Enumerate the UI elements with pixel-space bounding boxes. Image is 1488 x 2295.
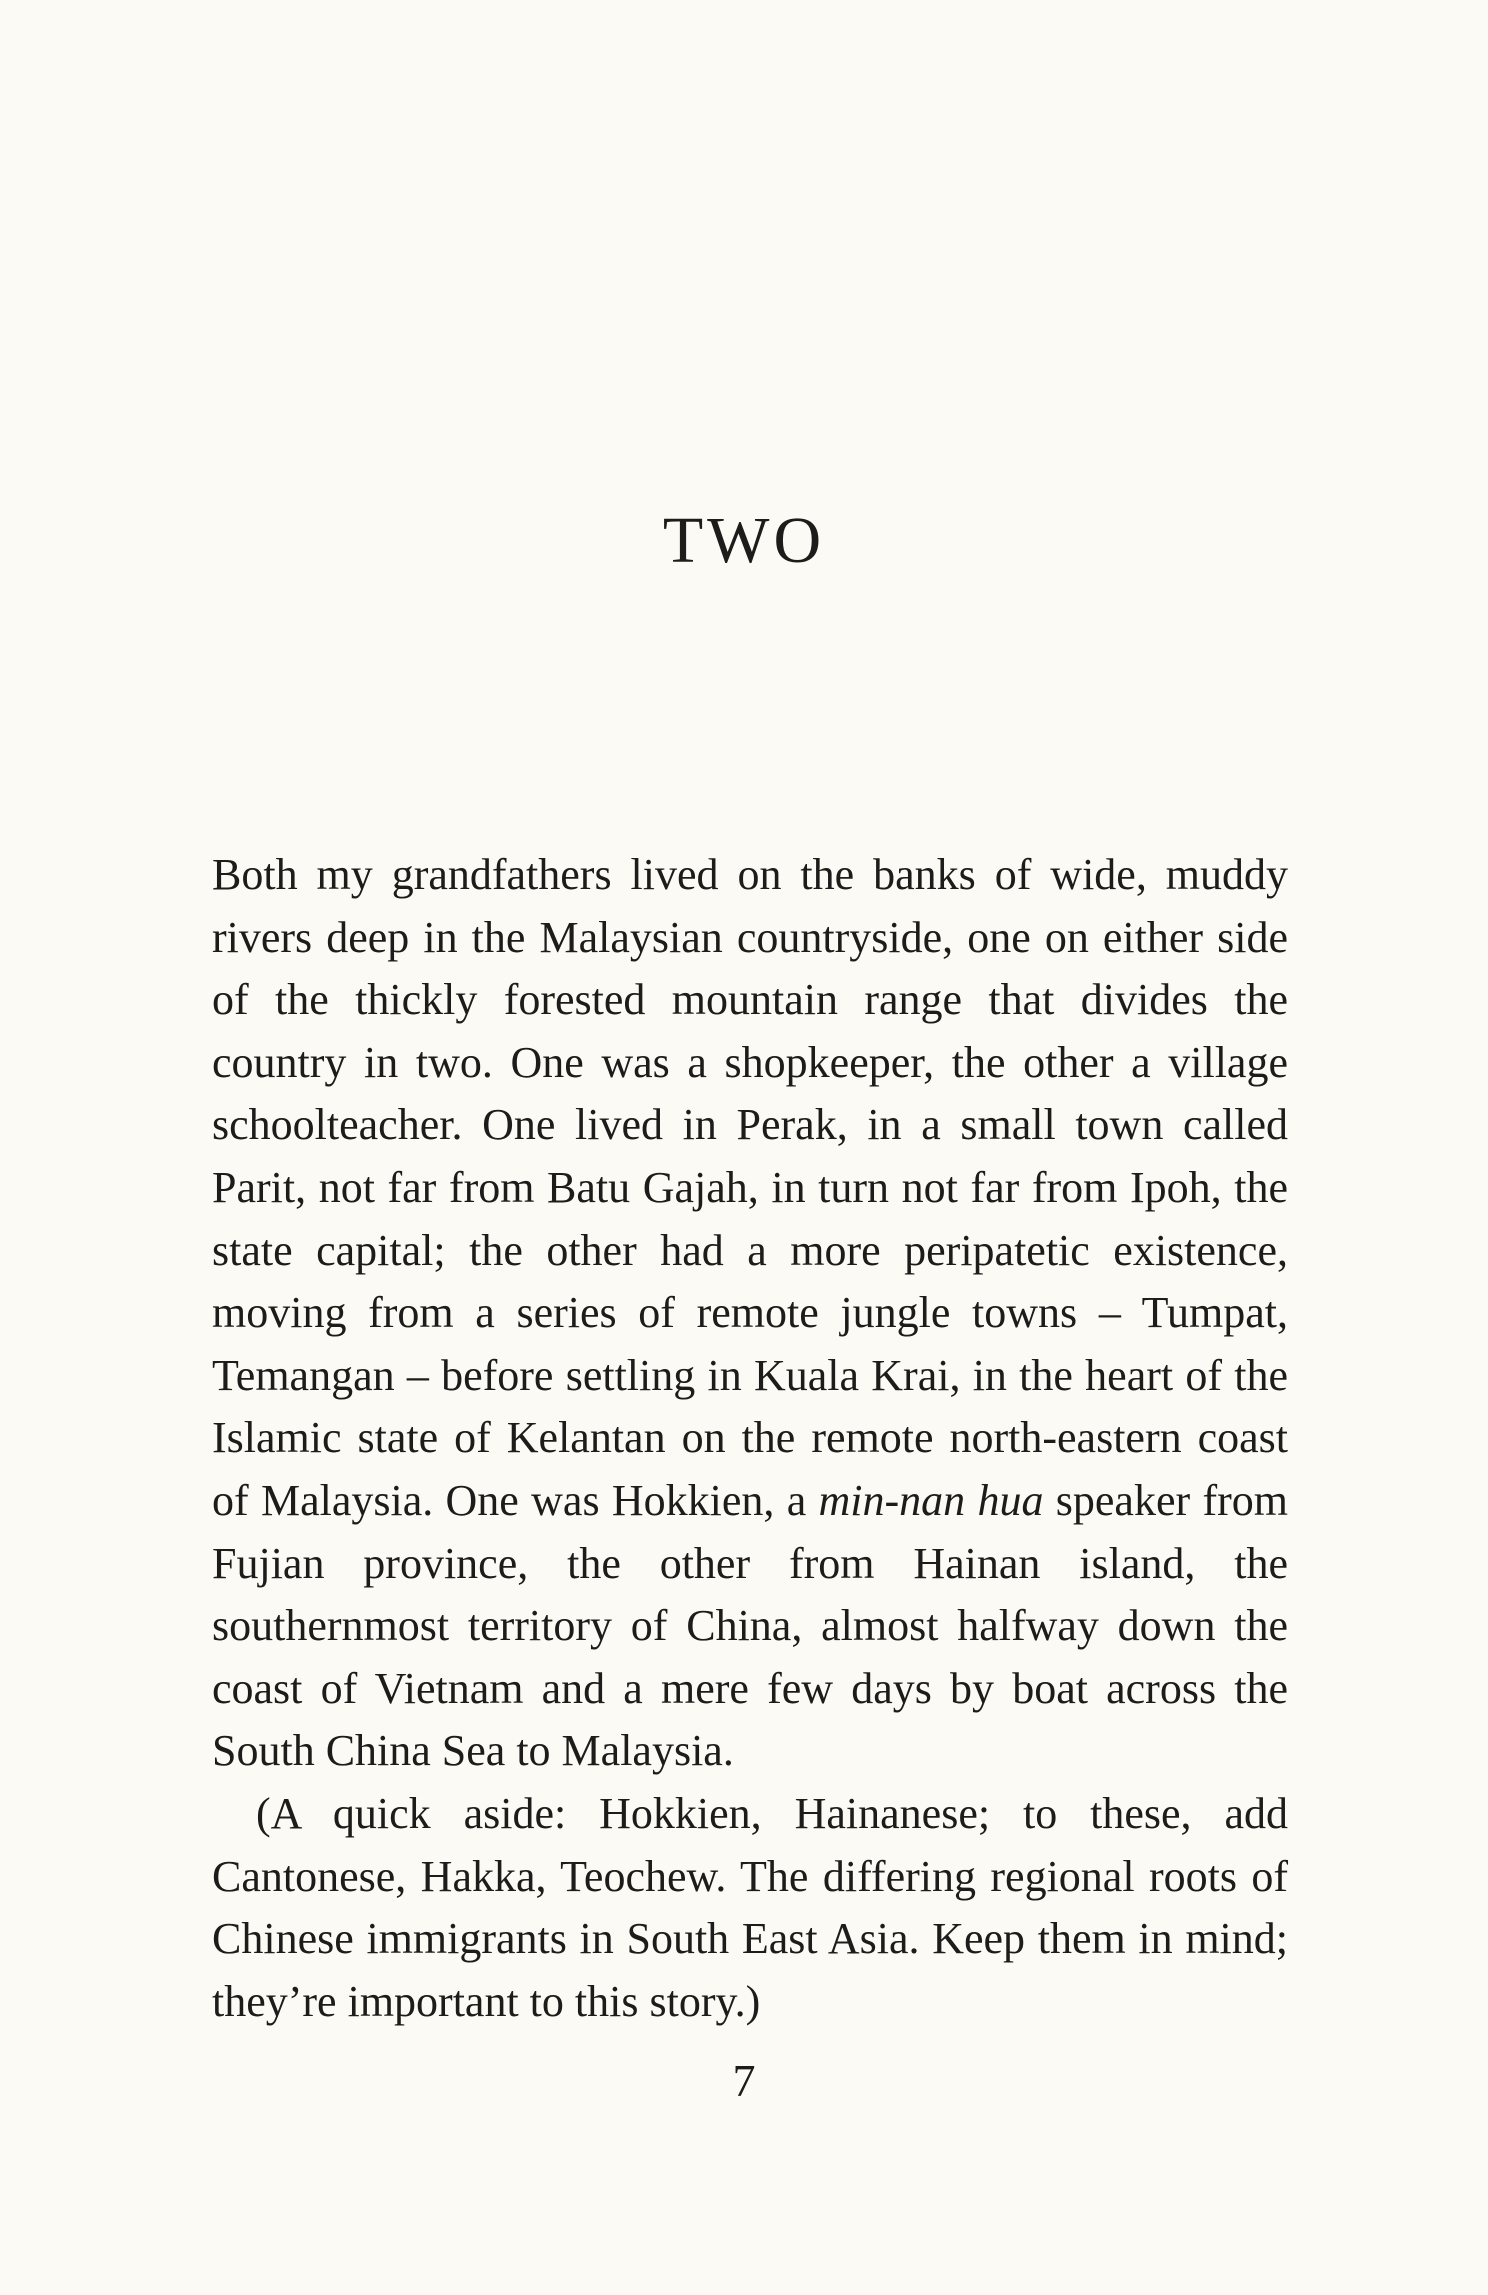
body-text (212, 844, 1288, 2033)
paragraph-1-text-start: Both my grandfathers lived on the banks of wide, muddy rivers deep in the Malaysian countryside, one on either side of the thickly forested mountain range that divides the country in two. One was a shopkeeper, the other a village schoolteacher. One lived in Perak, in a small town called Parit, not far from Batu Gajah, in turn not far from Ipoh, the state capital; the other had a more peripatetic existence, moving from a series of remote jungle towns – Tumpat, Temangan – before settling in Kuala Krai, in the heart of the Islamic state of Kelantan on the remote north-eastern coast of Malaysia. One was Hokkien, a (212, 850, 1288, 1525)
chapter-title: TWO (662, 504, 826, 577)
italic-term: min-nan hua (818, 1475, 1044, 1525)
page-number: 7 (732, 2055, 756, 2106)
paragraph-2: (A quick aside: Hokkien, Hainanese; to these, add Cantonese, Hakka, Teochew. The differing regional roots of Chinese immigrants in South East Asia. Keep them in mind; they’re important to this story.) (212, 1788, 1288, 2026)
paragraph-1-text-end: speaker from Fujian province, the other from Hainan island, the southernmost territory of China, almost halfway down the coast of Vietnam and a mere few days by boat across the South China Sea to Malaysia. (212, 1475, 1288, 1776)
paragraph-1 (212, 844, 1288, 1783)
